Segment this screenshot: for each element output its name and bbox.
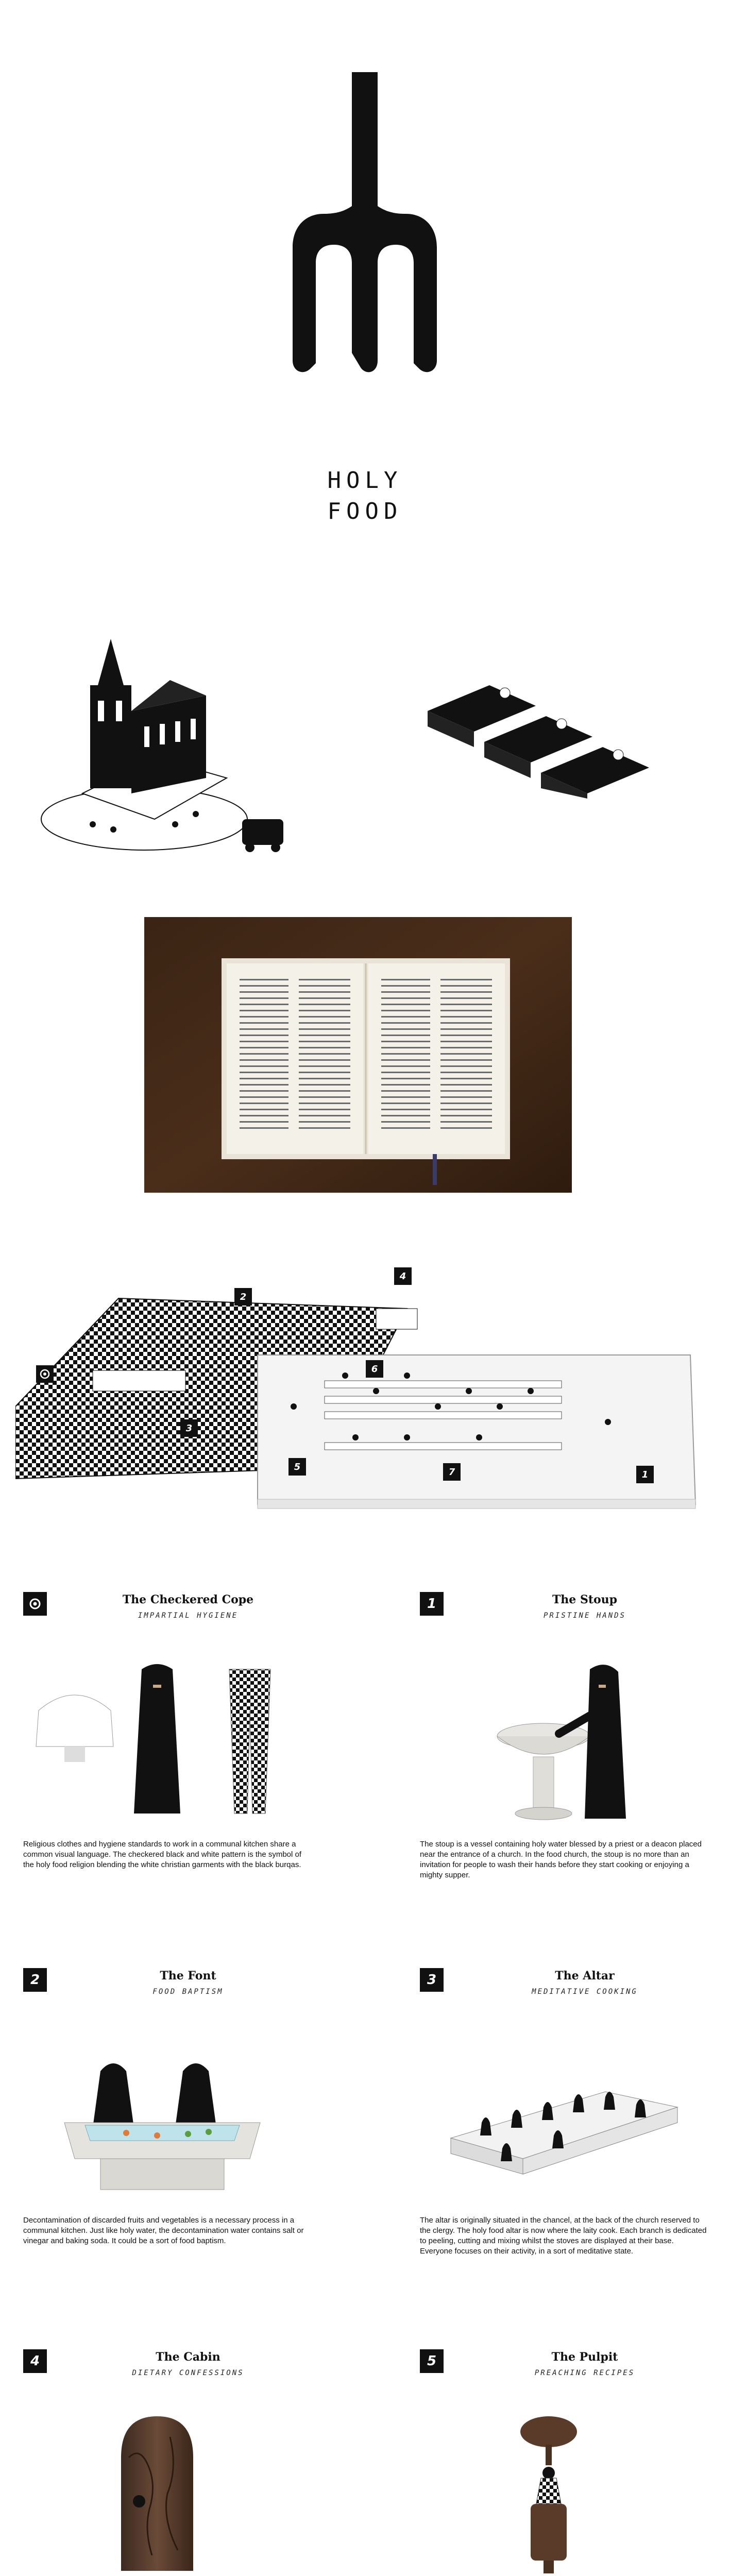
plan-badge-2: 2 <box>234 1288 252 1306</box>
item-number-badge: 4 <box>23 2349 47 2373</box>
item-title: The Checkered Cope <box>122 1593 254 1606</box>
pulpit-photo <box>420 2406 708 2576</box>
open-book-photo <box>144 917 572 1193</box>
plan-badge-7: 7 <box>443 1463 461 1481</box>
item-subtitle: PRISTINE HANDS <box>543 1612 626 1620</box>
pews-illustration <box>428 665 665 799</box>
item-description: Religious clothes and hygiene standards to work in a communal kitchen share a common visual language. The checkered black and white pattern is the symbol of the holy food religion blending the white christian garments with the black burqas. <box>23 1840 302 1869</box>
item-number-badge: 3 <box>420 1968 444 1992</box>
item-description: The stoup is a vessel containing holy water blessed by a priest or a deacon placed near the entrance of a church. In the food church, the stoup is no more than an invitation for people to wash their hands before they start cooking or enjoying a mighty supper. <box>420 1840 702 1879</box>
altar-photo <box>420 2025 708 2205</box>
item-title: The Cabin <box>156 2350 220 2364</box>
plan-badge-target <box>36 1365 54 1383</box>
header <box>0 0 730 567</box>
cabin-photo <box>23 2406 312 2576</box>
item-subtitle: PREACHING RECIPES <box>534 2369 635 2377</box>
target-icon <box>40 1369 50 1379</box>
target-icon <box>29 1598 41 1610</box>
item-title: The Font <box>160 1969 216 1982</box>
plan-badge-4: 4 <box>394 1267 412 1285</box>
brand-title-line2: FOOD <box>327 498 403 524</box>
brand-title-line1: HOLY <box>327 467 403 494</box>
plan-badge-5: 5 <box>288 1458 306 1476</box>
item-title: The Altar <box>555 1969 615 1982</box>
item-subtitle: IMPARTIAL HYGIENE <box>138 1612 239 1620</box>
item-subtitle: DIETARY CONFESSIONS <box>132 2369 244 2377</box>
item-title: The Stoup <box>552 1593 618 1606</box>
item-number-badge: 5 <box>420 2349 444 2373</box>
church-illustration <box>21 623 309 871</box>
item-number-badge: 2 <box>23 1968 47 1992</box>
item-description: Decontamination of discarded fruits and vegetables is a necessary process in a communal kitchen. Just like holy water, the decontamination water contains salt or vinegar and baking soda. It could be a sort of food baptism. <box>23 2216 304 2245</box>
floor-plan <box>15 1236 716 1525</box>
plan-badge-6: 6 <box>366 1360 383 1378</box>
plan-badge-1: 1 <box>636 1466 654 1483</box>
item-subtitle: FOOD BAPTISM <box>152 1988 224 1996</box>
item-title: The Pulpit <box>551 2350 618 2364</box>
item-description: The altar is originally situated in the chancel, at the back of the church reserved to the clergy. The holy food altar is now where the laity cook. Each branch is dedicated to peeling, cutting and mixing whilst the stoves are displayed at their base. Everyone focuses on their activity, in a sort of meditative state. <box>420 2216 707 2256</box>
item-number-badge: 1 <box>420 1592 444 1616</box>
plan-badge-3: 3 <box>180 1419 198 1437</box>
floor-plan-drawing <box>15 1236 716 1525</box>
stoup-photo <box>420 1649 708 1829</box>
font-photo <box>23 2025 312 2205</box>
garments-photo <box>23 1649 312 1829</box>
item-subtitle: MEDITATIVE COOKING <box>532 1988 638 1996</box>
item-number-badge <box>23 1592 47 1616</box>
fork-icon <box>282 72 447 381</box>
